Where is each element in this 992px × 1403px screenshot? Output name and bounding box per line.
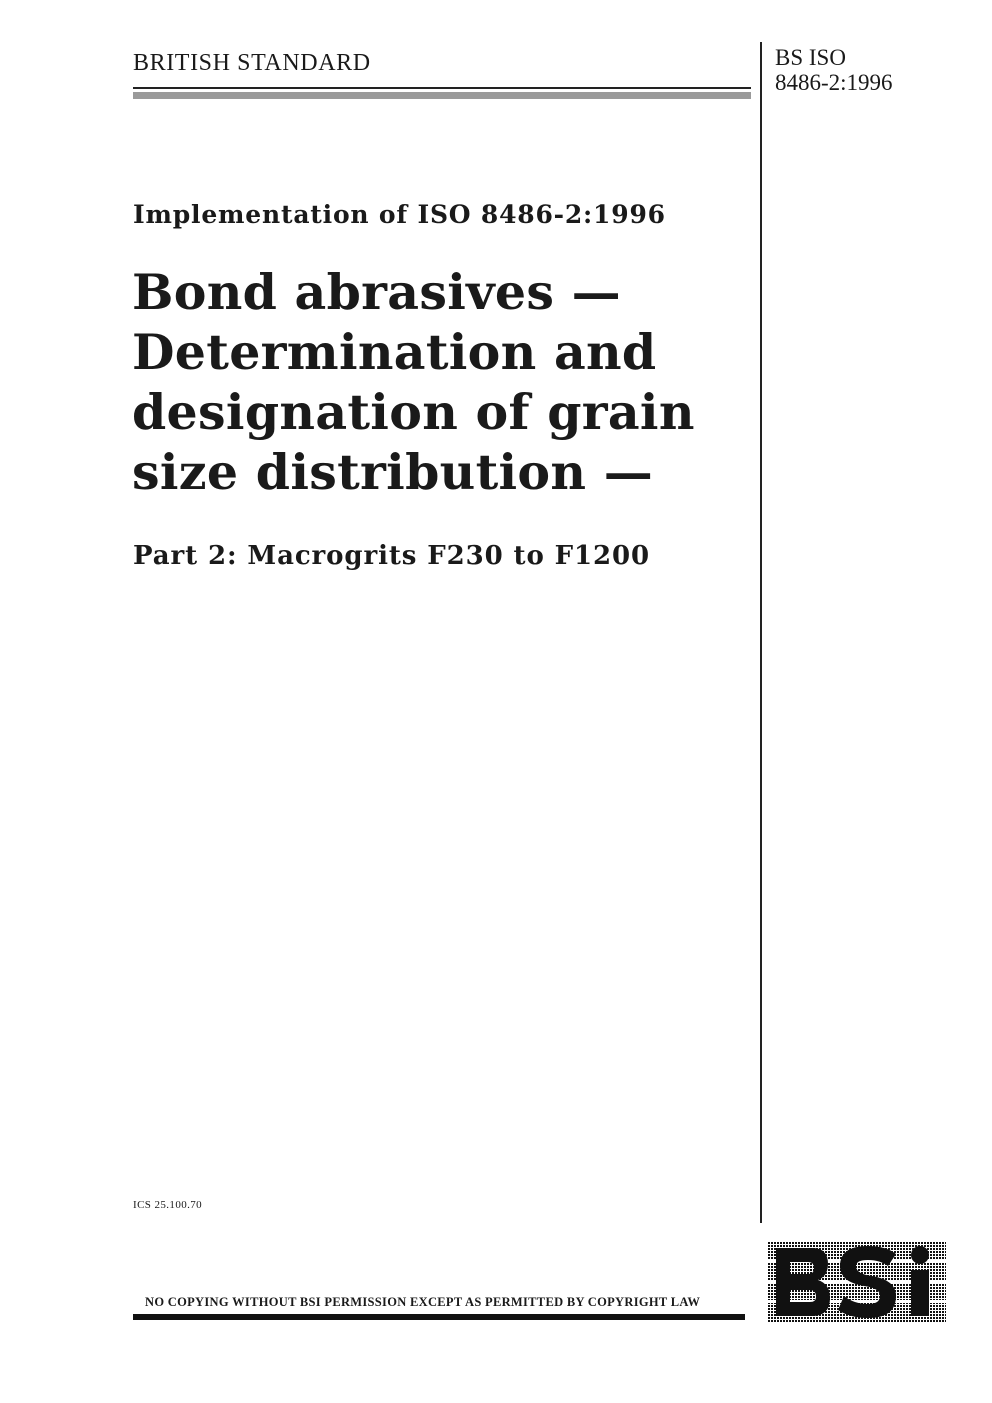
title-line: Bond abrasives — xyxy=(132,263,621,321)
title-line: size distribution — xyxy=(132,443,653,501)
title-line: Determination and xyxy=(132,323,657,381)
standard-number xyxy=(775,45,893,95)
title-line: designation of grain xyxy=(132,383,695,441)
implementation-statement: Implementation of ISO 8486-2:1996 xyxy=(133,200,666,229)
standard-number-line2: 8486-2:1996 xyxy=(775,70,893,95)
vertical-divider xyxy=(760,42,762,1223)
ics-code: ICS 25.100.70 xyxy=(133,1199,203,1211)
document-series-label: BRITISH STANDARD xyxy=(133,50,371,76)
standard-number-line1: BS ISO xyxy=(775,45,846,70)
header-rule-thin xyxy=(133,87,751,89)
part-title: Part 2: Macrogrits F230 to F1200 xyxy=(133,541,650,571)
copyright-notice: NO COPYING WITHOUT BSI PERMISSION EXCEPT AS PERMITTED BY COPYRIGHT LAW xyxy=(145,1295,701,1309)
header-rule-grey xyxy=(133,92,751,99)
bsi-logo-icon xyxy=(768,1242,946,1322)
footer-rule xyxy=(133,1314,745,1320)
main-title xyxy=(132,262,695,502)
